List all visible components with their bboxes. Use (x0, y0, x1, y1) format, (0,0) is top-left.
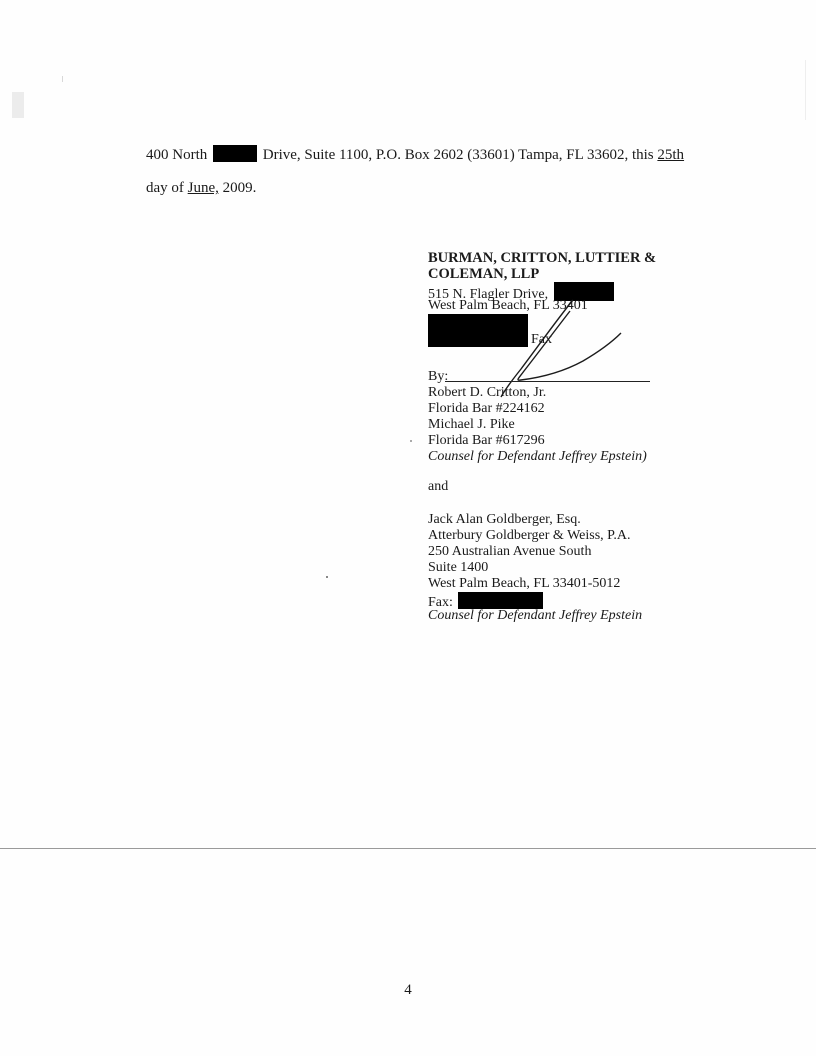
scan-artifact (410, 440, 412, 442)
scan-artifact (62, 76, 63, 82)
co-counsel-fax-label: Fax: (428, 595, 453, 610)
co-counsel-address-1: 250 Australian Avenue South (428, 544, 592, 559)
by-label: By: (428, 369, 449, 384)
page-number: 4 (404, 982, 412, 998)
bar-number-2: Florida Bar #617296 (428, 433, 545, 448)
co-counsel-designation: Counsel for Defendant Jeffrey Epstein (428, 608, 643, 623)
counsel-designation: Counsel for Defendant Jeffrey Epstein) (428, 449, 647, 464)
certificate-line-2 (146, 179, 256, 197)
redaction-block (458, 592, 543, 609)
scan-artifact (12, 92, 24, 118)
service-month: June, (187, 180, 219, 196)
firm-street: 515 N. Flagler Drive, (428, 287, 549, 302)
certificate-line-1 (146, 145, 684, 164)
co-counsel-block (428, 512, 642, 624)
signature-block (428, 385, 647, 465)
co-counsel-address-3: West Palm Beach, FL 33401-5012 (428, 576, 621, 591)
firm-name-line-2: COLEMAN, LLP (428, 266, 540, 282)
service-day: 25th (657, 147, 685, 163)
bar-number-1: Florida Bar #224162 (428, 401, 545, 416)
co-counsel-fax-line (428, 592, 642, 608)
co-counsel-name: Jack Alan Goldberger, Esq. (428, 512, 581, 527)
signature-line (445, 381, 650, 382)
address-suffix: Drive, Suite 1100, P.O. Box 2602 (33601) Tampa, FL 33602, this (262, 147, 654, 163)
firm-fax-label: Fax (531, 332, 552, 347)
conjunction: and (428, 479, 449, 494)
co-counsel-firm: Atterbury Goldberger & Weiss, P.A. (428, 528, 631, 543)
date-prefix: day of (146, 180, 184, 196)
service-year: 2009. (222, 180, 257, 196)
address-prefix: 400 North (146, 147, 208, 163)
scan-artifact (805, 60, 806, 120)
attorney-name-2: Michael J. Pike (428, 417, 515, 432)
firm-name-line-1: BURMAN, CRITTON, LUTTIER & (428, 250, 657, 266)
scan-seam-line (0, 848, 816, 849)
co-counsel-address-2: Suite 1400 (428, 560, 489, 575)
attorney-name-1: Robert D. Critton, Jr. (428, 385, 547, 400)
firm-address-line-2: West Palm Beach, FL 33401 (428, 298, 588, 313)
redaction-block (213, 145, 257, 162)
scan-artifact (326, 576, 328, 578)
